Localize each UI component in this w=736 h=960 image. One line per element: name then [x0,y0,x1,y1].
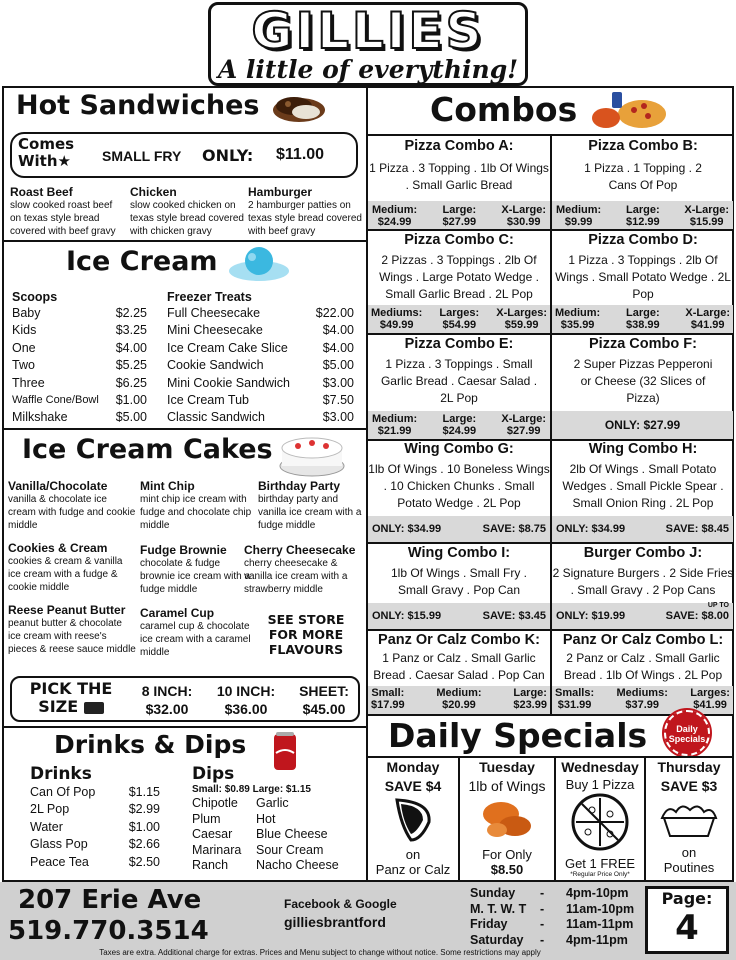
size-sheet: SHEET: $45.00 [299,683,349,717]
disclaimer: Taxes are extra. Additional charge for extras. Prices and Menu subject to change without notice. Some restrictions may apply [99,948,541,957]
list-item: Waffle Cone/Bowl $1.00 [12,393,147,408]
pizza-icon [570,792,630,852]
list-item: Two $5.25 [12,358,147,373]
combo-k: Panz Or Calz Combo K: 1 Panz or Calz . Small Garlic Bread . Caesar Salad . Pop Can [373,632,545,682]
combo-i-prices: ONLY: $15.99 SAVE: $3.45 [368,603,550,629]
list-item: 2L Pop $2.99 [30,802,160,817]
combo-e: Pizza Combo E: 1 Pizza . 3 Toppings . Small Garlic Bread . Caesar Salad . 2L Pop [380,336,538,405]
divider [366,134,734,136]
cake-cookies-cream: Cookies & Cream cookies & cream & vanilla ice cream with a fudge & cookie middle [8,541,123,593]
logo-tagline: A little of everything! [217,55,519,84]
cake-fudge-brownie: Fudge Brownie chocolate & fudge brownie ice cream with a fudge middle [140,543,251,595]
freezer-treats-list: Freezer Treats Full Cheesecake $22.00 Mini Cheesecake $4.00 Ice Cream Cake Slice $4.00 Cookie Sandwich $5.00 Mini Cookie Sandwich $3.00 Ice Cream Tub $7.50 Classic Sandwich $3.00 [167,290,354,427]
address: 207 Erie Ave [18,885,202,915]
cake-icon [276,430,348,478]
list-item: Cookie Sandwich $5.00 [167,358,354,373]
hours-list: Sunday - 4pm-10pm M. T. W. T - 11am-10pm Friday - 11am-11pm Saturday - 4pm-11pm [470,886,635,947]
social-label: Facebook & Google [284,897,397,911]
list-item: Milkshake $5.00 [12,410,147,425]
combo-a-prices: Medium: $24.99 Large: $27.99 X-Large: $30.99 [368,201,550,229]
combo-b-prices: Medium: $9.99 Large: $12.99 X-Large: $15.99 [552,201,733,229]
only-label: ONLY: [202,146,254,165]
scoops-list: Scoops Baby $2.25 Kids $3.25 One $4.00 Two $5.25 Three $6.25 Waffle Cone/Bowl $1.00 Milkshake $5.00 [12,290,147,427]
combo-d-prices: Medium: $35.99 Large: $38.99 X-Large: $41.99 [552,305,733,333]
list-item: Glass Pop $2.66 [30,837,160,852]
list-item: Can Of Pop $1.15 [30,785,160,799]
combo-h: Wing Combo H: 2lb Of Wings . Small Potato Wedges . Small Pickle Spear . Small Onion Ring . 2L Pop [562,441,724,510]
cake-reese-peanut-butter: Reese Peanut Butter peanut butter & chocolate ice cream with reese's pieces & reese sauce middle [8,603,136,655]
combo-d: Pizza Combo D: 1 Pizza . 3 Toppings . 2lb Of Wings . Small Potato Wedge . 2L Pop [555,232,731,301]
comes-with-box [10,132,358,178]
wings-icon [477,796,537,842]
sandwich-roast-beef: Roast Beef slow cooked roast beef on texas style bread covered with beef gravy [10,185,116,237]
cake-caramel-cup: Caramel Cup caramel cup & chocolate ice cream with a caramel middle [140,606,251,658]
cake-birthday-party: Birthday Party birthday party and vanilla ice cream with a fudge middle [258,479,362,531]
list-item: Mini Cookie Sandwich $3.00 [167,375,354,390]
special-monday: Monday SAVE $4 on Panz or Calz [375,759,451,877]
combo-c: Pizza Combo C: 2 Pizzas . 3 Toppings . 2lb Of Wings . Large Potato Wedge . Small Garlic Bread . 2L Pop [379,232,539,301]
special-wednesday: Wednesday Buy 1 Pizza Get 1 FREE *Regular Price Only* [561,759,639,878]
combo-a: Pizza Combo A: 1 Pizza . 3 Topping . 1lb Of Wings . Small Garlic Bread [369,138,549,192]
hot-sandwiches-title: Hot Sandwiches [16,90,260,121]
list-item: Kids $3.25 [12,323,147,338]
combo-k-prices: Small: $17.99 Medium: $20.99 Large: $23.99 [368,686,550,714]
combo-l-prices: Smalls: $31.99 Mediums: $37.99 Larges: $41.99 [552,686,733,714]
list-item: Three $6.25 [12,375,147,390]
comes-with-label: Comes With★ [18,135,75,170]
size-10-inch: 10 INCH: $36.00 [216,683,276,717]
combo-l: Panz Or Calz Combo L: 2 Panz or Calz . Small Garlic Bread . 1lb Of Wings . 2L Pop [562,632,724,682]
combo-g-prices: ONLY: $34.99 SAVE: $8.75 [368,516,550,542]
combo-c-prices: Mediums: $49.99 Larges: $54.99 X-Larges: $59.99 [368,305,550,333]
divider [366,542,734,544]
sandwich-icon [268,88,330,126]
sandwich-price: $11.00 [276,146,325,163]
combo-i: Wing Combo I: 1lb Of Wings . Small Fry . Small Gravy . Pop Can [390,545,528,597]
divider [366,333,734,335]
sandwich-hamburger: Hamburger 2 hamburger patties on texas style bread covered with beef gravy [248,185,362,237]
special-thursday: Thursday SAVE $3 on Poutines [646,759,732,875]
list-item: Full Cheesecake $22.00 [167,306,354,320]
combo-f-price: ONLY: $27.99 [552,411,733,439]
combo-g: Wing Combo G: 1lb Of Wings . 10 Boneless Wings . 10 Chicken Chunks . Small Potato Wedge . 2L Pop [368,441,550,510]
combo-e-prices: Medium: $21.99 Large: $24.99 X-Large: $27.99 [368,411,550,439]
divider [366,229,734,231]
calzone-icon [391,796,435,842]
list-item: Classic Sandwich $3.00 [167,410,354,425]
small-fry-text: SMALL FRY [102,148,182,164]
social-handle[interactable]: gilliesbrantford [284,914,386,930]
combo-f: Pizza Combo F: 2 Super Pizzas Pepperoni or Cheese (32 Slices of Pizza) [573,336,713,405]
divider [2,726,368,728]
cake-mint-chip: Mint Chip mint chip ice cream with fudge and chocolate chip middle [140,479,252,531]
ice-cream-title: Ice Cream [66,246,218,277]
combos-title: Combos [430,90,578,129]
dips-list: Dips Small: $0.89 Large: $1.15 Chipotle Garlic Plum Hot Caesar Blue Cheese Marinara Sour Cream Ranch Nacho Cheese [192,764,339,872]
list-item: Peace Tea $2.50 [30,854,160,869]
combo-j: Burger Combo J: 2 Signature Burgers . 2 Side Fries . Small Gravy . 2 Pop Cans [552,545,734,597]
see-store-note: SEE STORE FOR MORE FLAVOURS [267,612,345,657]
divider [366,629,734,631]
list-item: One $4.00 [12,340,147,355]
ice-cream-icon [224,243,294,285]
list-item: Ice Cream Cake Slice $4.00 [167,340,354,355]
drinks-list: Drinks Can Of Pop $1.15 2L Pop $2.99 Water $1.00 Glass Pop $2.66 Peace Tea $2.50 [30,764,160,871]
phone[interactable]: 519.770.3514 [8,916,209,946]
list-item: Ice Cream Tub $7.50 [167,393,354,408]
cake-cherry-cheesecake: Cherry Cheesecake cherry cheesecake & vanilla ice cream with a strawberry middle [244,543,356,595]
logo [208,2,528,86]
combo-b: Pizza Combo B: 1 Pizza . 1 Topping . 2 Cans Of Pop [584,138,702,192]
list-item: Water $1.00 [30,819,160,834]
daily-specials-title: Daily Specials [388,716,648,755]
ice-cream-cakes-title: Ice Cream Cakes [22,434,273,465]
combo-h-prices: ONLY: $34.99 SAVE: $8.45 [552,516,733,542]
sandwich-chicken: Chicken slow cooked chicken on texas style bread covered with chicken gravy [130,185,244,237]
drinks-dips-title: Drinks & Dips [54,730,247,759]
pizza-wings-icon [588,88,668,134]
poutine-icon [654,800,724,840]
cake-size-box [10,676,360,722]
divider [366,756,734,758]
pick-the-size-label: PICK THE SIZE [29,679,113,716]
page-number-box: Page: 4 [645,886,729,954]
list-item: Baby $2.25 [12,306,147,320]
divider [2,240,368,242]
daily-specials-badge: Daily Specials [664,710,710,756]
size-8-inch: 8 INCH: $32.00 [141,683,193,717]
cake-vanilla-chocolate: Vanilla/Chocolate vanilla & chocolate ice cream with fudge and cookie middle [8,479,136,531]
logo-title: GILLIES [251,2,485,60]
list-item: Mini Cheesecake $4.00 [167,323,354,338]
combo-j-prices: UP TO ONLY: $19.99 SAVE: $8.00 [552,603,733,629]
special-tuesday: Tuesday 1lb of Wings For Only $8.50 [468,759,546,877]
